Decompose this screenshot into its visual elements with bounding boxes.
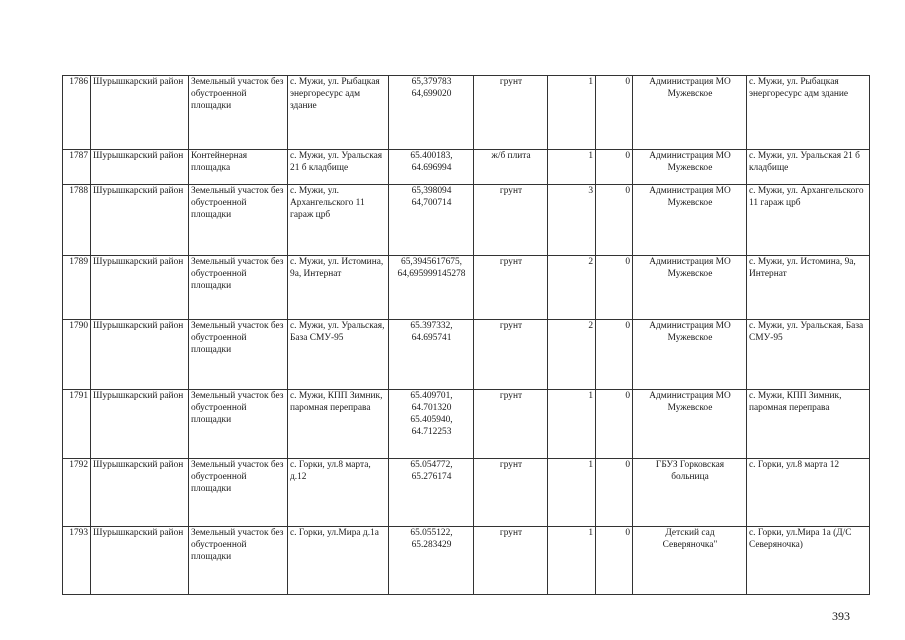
row-number-text: 1790 [69,321,88,331]
address-cell-text: с. Горки, ул.Мира д.1а [290,528,379,538]
volume-count-cell [596,76,633,150]
waste-source-cell-text: с. Мужи, ул. Уральская, База СМУ-95 [749,321,864,343]
coordinates-cell [389,256,474,320]
district-cell-text: Шурышкарский район [93,77,184,87]
owner-cell [633,76,747,150]
volume-count-cell-text: 0 [625,528,630,538]
registry-table [62,75,870,595]
site-type-cell [189,76,288,150]
coordinates-cell-text: 65.055122, 65.283429 [410,528,453,550]
waste-source-cell-text: с. Мужи, КПП Зимник, паромная переправа [749,391,842,413]
container-count-cell [548,256,596,320]
coordinates-cell [389,320,474,390]
table-row [63,459,870,527]
owner-cell-text: Детский сад Северяночка" [662,528,718,550]
coordinates-cell-text: 65.400183, 64.696994 [410,151,453,173]
surface-cell-text: грунт [499,321,523,331]
owner-cell-text: Администрация МО Мужевское [649,321,731,343]
owner-cell [633,390,747,459]
district-cell [91,459,189,527]
row-number-text: 1791 [69,391,88,401]
waste-source-cell [747,76,870,150]
volume-count-cell [596,256,633,320]
row-number-text: 1792 [69,460,88,470]
container-count-cell-text: 3 [588,186,593,196]
coordinates-cell-text: 65.054772, 65.276174 [410,460,453,482]
row-number [63,390,91,459]
row-number [63,185,91,256]
container-count-cell [548,185,596,256]
row-number-text: 1789 [69,257,88,267]
address-cell [288,76,389,150]
row-number [63,150,91,185]
address-cell [288,185,389,256]
table-row [63,256,870,320]
site-type-cell [189,527,288,595]
table-row [63,390,870,459]
volume-count-cell-text: 0 [625,391,630,401]
container-count-cell [548,320,596,390]
site-type-cell [189,459,288,527]
district-cell [91,320,189,390]
surface-cell-text: грунт [499,257,523,267]
district-cell-text: Шурышкарский район [93,321,184,331]
table-row [63,320,870,390]
waste-source-cell [747,459,870,527]
container-count-cell-text: 1 [588,77,593,87]
site-type-cell-text: Земельный участок без обустроенной площадки [191,186,284,220]
address-cell [288,320,389,390]
page-number: 393 [832,609,850,623]
district-cell-text: Шурышкарский район [93,186,184,196]
site-type-cell-text: Земельный участок без обустроенной площадки [191,257,284,291]
owner-cell-text: Администрация МО Мужевское [649,186,731,208]
surface-cell [474,150,548,185]
container-count-cell-text: 1 [588,460,593,470]
site-type-cell [189,390,288,459]
table-row [63,185,870,256]
container-count-cell-text: 2 [588,257,593,267]
district-cell [91,150,189,185]
coordinates-cell-text: 65,3945617675, 64,695999145278 [397,257,466,279]
coordinates-cell [389,150,474,185]
table-row [63,150,870,185]
container-count-cell [548,150,596,185]
volume-count-cell [596,390,633,459]
table-row [63,76,870,150]
waste-source-cell-text: с. Мужи, ул. Уральская 21 б кладбище [749,151,860,173]
surface-cell [474,459,548,527]
waste-source-cell-text: с. Горки, ул.Мира 1а (Д/С Северяночка) [749,528,852,550]
table-body [63,76,870,595]
surface-cell [474,256,548,320]
surface-cell-text: ж/б плита [491,151,531,161]
surface-cell [474,527,548,595]
volume-count-cell [596,527,633,595]
district-cell [91,527,189,595]
surface-cell [474,320,548,390]
address-cell [288,150,389,185]
waste-source-cell [747,320,870,390]
container-count-cell [548,459,596,527]
row-number [63,320,91,390]
site-type-cell-text: Земельный участок без обустроенной площадки [191,77,284,111]
surface-cell [474,76,548,150]
waste-source-cell-text: с. Мужи, ул. Истомина, 9а, Интернат [749,257,856,279]
surface-cell-text: грунт [499,528,523,538]
surface-cell-text: грунт [499,391,523,401]
volume-count-cell-text: 0 [625,257,630,267]
site-type-cell-text: Контейнерная площадка [191,151,248,173]
waste-source-cell-text: с. Мужи, ул. Архангельского 11 гараж црб [749,186,864,208]
site-type-cell [189,320,288,390]
owner-cell-text: Администрация МО Мужевское [649,151,731,173]
volume-count-cell-text: 0 [625,460,630,470]
waste-source-cell [747,256,870,320]
coordinates-cell [389,527,474,595]
row-number-text: 1786 [69,77,88,87]
surface-cell-text: грунт [499,77,523,87]
coordinates-cell [389,390,474,459]
coordinates-cell-text: 65.397332, 64.695741 [410,321,453,343]
site-type-cell-text: Земельный участок без обустроенной площадки [191,528,284,562]
address-cell [288,256,389,320]
district-cell-text: Шурышкарский район [93,257,184,267]
site-type-cell-text: Земельный участок без обустроенной площадки [191,460,284,494]
volume-count-cell-text: 0 [625,77,630,87]
volume-count-cell [596,320,633,390]
container-count-cell [548,527,596,595]
waste-source-cell [747,150,870,185]
district-cell [91,76,189,150]
surface-cell-text: грунт [499,186,523,196]
row-number-text: 1788 [69,186,88,196]
container-count-cell-text: 1 [588,528,593,538]
address-cell-text: с. Горки, ул.8 марта, д.12 [290,460,371,482]
volume-count-cell [596,185,633,256]
coordinates-cell-text: 65.409701, 64.701320 65.405940, 64.712253 [410,391,453,437]
waste-source-cell [747,185,870,256]
address-cell [288,459,389,527]
owner-cell [633,256,747,320]
volume-count-cell-text: 0 [625,151,630,161]
site-type-cell [189,185,288,256]
coordinates-cell [389,459,474,527]
surface-cell [474,185,548,256]
row-number-text: 1793 [69,528,88,538]
district-cell-text: Шурышкарский район [93,528,184,538]
container-count-cell-text: 1 [588,151,593,161]
coordinates-cell-text: 65,379783 64,699020 [411,77,452,99]
district-cell [91,390,189,459]
site-type-cell [189,150,288,185]
container-count-cell [548,76,596,150]
coordinates-cell [389,76,474,150]
container-count-cell [548,390,596,459]
address-cell-text: с. Мужи, ул. Уральская, База СМУ-95 [290,321,385,343]
owner-cell-text: Администрация МО Мужевское [649,391,731,413]
owner-cell-text: Администрация МО Мужевское [649,257,731,279]
address-cell [288,527,389,595]
owner-cell [633,185,747,256]
surface-cell-text: грунт [499,460,523,470]
address-cell-text: с. Мужи, ул. Истомина, 9а, Интернат [290,257,384,279]
district-cell-text: Шурышкарский район [93,151,184,161]
owner-cell-text: Администрация МО Мужевское [649,77,731,99]
owner-cell-text: ГБУЗ Горковская больница [655,460,725,482]
owner-cell [633,459,747,527]
waste-source-cell-text: с. Мужи, ул. Рыбацкая энергоресурс адм здание [749,77,849,99]
coordinates-cell [389,185,474,256]
table-row [63,527,870,595]
volume-count-cell [596,150,633,185]
volume-count-cell-text: 0 [625,321,630,331]
row-number [63,459,91,527]
row-number [63,76,91,150]
address-cell-text: с. Мужи, ул. Уральская 21 б кладбище [290,151,383,173]
waste-source-cell [747,527,870,595]
district-cell-text: Шурышкарский район [93,460,184,470]
district-cell-text: Шурышкарский район [93,391,184,401]
surface-cell [474,390,548,459]
site-type-cell-text: Земельный участок без обустроенной площадки [191,391,284,425]
volume-count-cell [596,459,633,527]
site-type-cell-text: Земельный участок без обустроенной площадки [191,321,284,355]
owner-cell [633,527,747,595]
address-cell-text: с. Мужи, КПП Зимник, паромная переправа [290,391,383,413]
container-count-cell-text: 1 [588,391,593,401]
container-count-cell-text: 2 [588,321,593,331]
district-cell [91,185,189,256]
site-type-cell [189,256,288,320]
waste-source-cell [747,390,870,459]
coordinates-cell-text: 65,398094 64,700714 [411,186,452,208]
waste-source-cell-text: с. Горки, ул.8 марта 12 [749,460,840,470]
row-number [63,256,91,320]
address-cell-text: с. Мужи, ул. Рыбацкая энергоресурс адм здание [290,77,380,111]
district-cell [91,256,189,320]
row-number-text: 1787 [69,151,88,161]
address-cell-text: с. Мужи, ул. Архангельского 11 гараж црб [290,186,365,220]
owner-cell [633,150,747,185]
address-cell [288,390,389,459]
row-number [63,527,91,595]
owner-cell [633,320,747,390]
volume-count-cell-text: 0 [625,186,630,196]
